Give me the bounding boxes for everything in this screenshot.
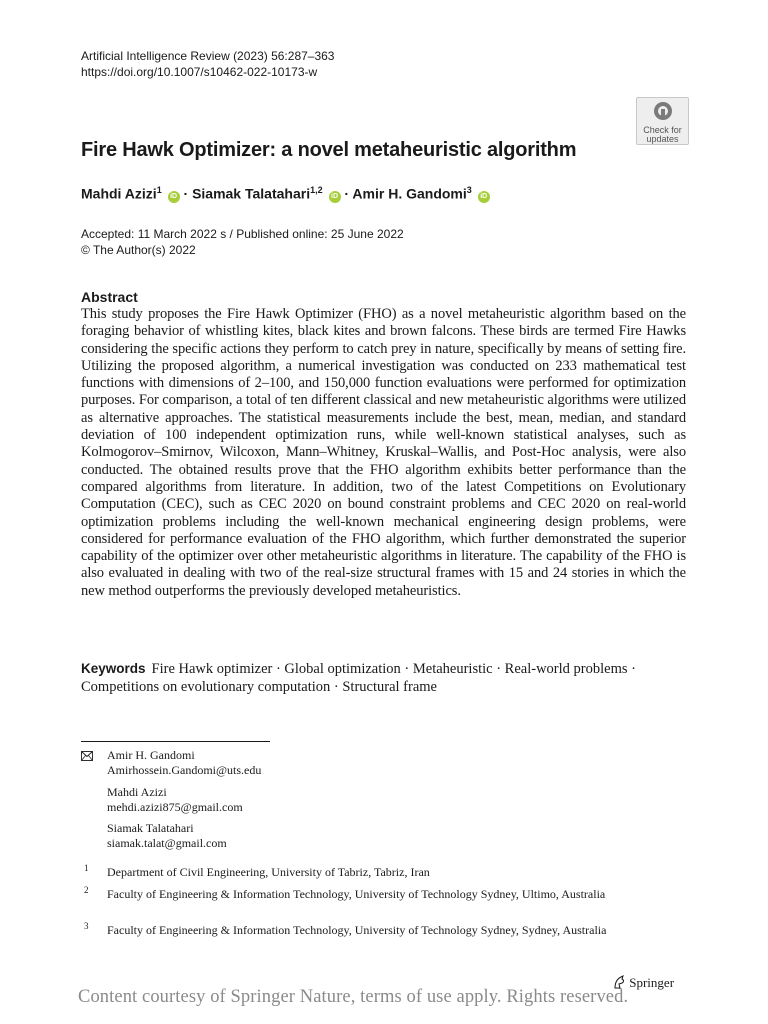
orcid-icon[interactable]: iD xyxy=(168,191,180,203)
contact-email[interactable]: Amirhossein.Gandomi@uts.edu xyxy=(107,763,262,777)
author-name[interactable]: Amir H. Gandomi xyxy=(352,185,467,202)
affiliation-number: 2 xyxy=(84,885,89,895)
copyright-notice: © The Author(s) 2022 xyxy=(81,243,196,257)
keywords-text: Fire Hawk optimizer · Global optimization · Metaheuristic · Real-world problems · Competitions on evolutionary computation · Structural frame xyxy=(81,661,636,695)
publisher-name: Springer xyxy=(629,975,675,990)
author-separator: · xyxy=(179,185,193,202)
author-affiliation-sup: 1,2 xyxy=(310,185,323,195)
contact-email[interactable]: siamak.talat@gmail.com xyxy=(107,836,227,850)
paper-title: Fire Hawk Optimizer: a novel metaheuristic algorithm xyxy=(81,139,577,161)
author-name[interactable]: Siamak Talatahari xyxy=(192,185,311,202)
badge-line-1: Check for xyxy=(643,125,682,135)
affiliation: Department of Civil Engineering, University of Tabriz, Tabriz, Iran xyxy=(107,865,430,879)
contact-block xyxy=(107,785,243,815)
crossmark-icon xyxy=(653,101,673,121)
contact-name: Siamak Talatahari xyxy=(107,821,194,835)
contact-name: Amir H. Gandomi xyxy=(107,748,195,762)
publication-dates xyxy=(81,226,404,258)
check-for-updates-badge[interactable] xyxy=(636,97,689,145)
contact-block xyxy=(107,748,261,778)
affiliation: Faculty of Engineering & Information Technology, University of Technology Sydney, Sydney, Australia xyxy=(107,923,607,937)
author-affiliation-sup: 1 xyxy=(156,185,162,195)
contact-block xyxy=(107,821,227,851)
author-separator: · xyxy=(340,185,353,202)
doi-link[interactable]: https://doi.org/10.1007/s10462-022-10173-w xyxy=(81,65,318,79)
badge-line-2: updates xyxy=(646,134,679,144)
affiliation-number: 1 xyxy=(84,863,89,873)
keywords-section xyxy=(81,660,686,696)
footnote-divider xyxy=(81,741,270,742)
abstract-text: This study proposes the Fire Hawk Optimizer (FHO) as a novel metaheuristic algorithm based on the foraging behavior of whistling kites, black kites and brown falcons. These birds are termed Fire Hawks considering the specific actions they perform to catch prey in nature, specifically by means of setting fire. Utilizing the proposed algorithm, a numerical investigation was conducted on 233 mathematical test functions with dimensions of 2–100, and 150,000 function evaluations were performed for optimization purposes. For comparison, a total of ten different classical and new metaheuristic algorithms were utilized as alternative approaches. The statistical measurements include the best, mean, median, and standard deviation of 100 independent optimization runs, while well-known statistical analyses, such as Kolmogorov–Smirnov, Wilcoxon, Mann–Whitney, Kruskal–Wallis, and Post-Hoc analysis, were also conducted. The obtained results prove that the FHO algorithm exhibits better performance than the compared algorithms from literature. In addition, two of the latest Competitions on Evolutionary Computation (CEC), such as CEC 2020 on bound constraint problems and CEC 2020 on real-world optimization problems including the well-known mechanical engineering design problems, were considered for performance evaluation of the FHO algorithm, which further demonstrated the superior capability of the optimizer over other metaheuristic algorithms in literature. The capability of the FHO is also evaluated in dealing with two of the real-size structural frames with 15 and 24 stories in which the new method outperforms the previously developed metaheuristics. xyxy=(81,306,686,599)
author-list xyxy=(81,185,490,203)
contact-email[interactable]: mehdi.azizi875@gmail.com xyxy=(107,800,243,814)
accepted-published-date: Accepted: 11 March 2022 s / Published online: 25 June 2022 xyxy=(81,227,404,241)
orcid-icon[interactable]: iD xyxy=(329,191,341,203)
courtesy-notice: Content courtesy of Springer Nature, terms of use apply. Rights reserved. xyxy=(78,987,629,1007)
author-affiliation-sup: 3 xyxy=(466,185,472,195)
orcid-icon[interactable]: iD xyxy=(478,191,490,203)
affiliation-number: 3 xyxy=(84,921,89,931)
author-name[interactable]: Mahdi Azizi xyxy=(81,185,157,202)
abstract-heading: Abstract xyxy=(81,289,138,305)
envelope-icon xyxy=(81,751,93,761)
keywords-heading: Keywords xyxy=(81,661,146,676)
journal-header xyxy=(81,48,334,80)
contact-name: Mahdi Azizi xyxy=(107,785,167,799)
affiliation: Faculty of Engineering & Information Technology, University of Technology Sydney, Ultimo, Australia xyxy=(107,887,606,901)
journal-citation: Artificial Intelligence Review (2023) 56:287–363 xyxy=(81,49,335,63)
